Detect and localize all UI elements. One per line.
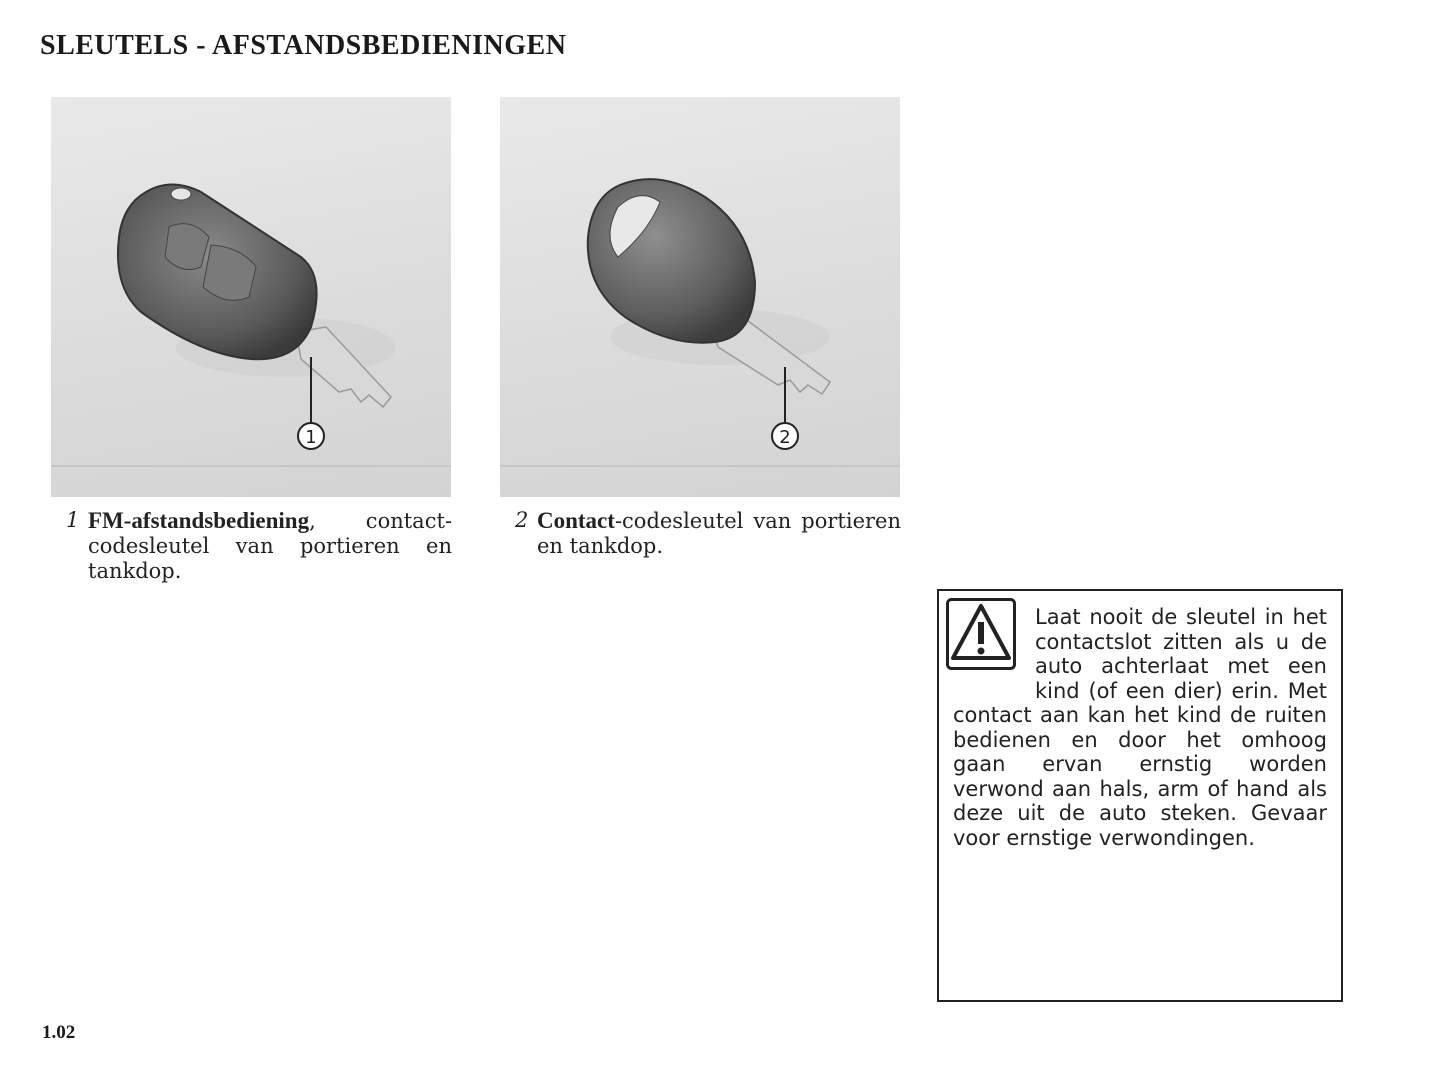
warning-message: Laat nooit de sleutel in het contactslot zitten als u de auto achterlaat met een kind (of een dier) erin. Met contact aan kan het kind de ruiten bedienen en door het omhoog gaan ervan ernstig worden verwond aan hals, arm of hand als deze uit de auto steken. Gevaar voor ernstige verwondingen.	[953, 605, 1327, 850]
fm-remote-key-illustration	[51, 97, 451, 497]
contact-key-illustration	[500, 97, 900, 497]
warning-text	[953, 605, 1327, 850]
page-number: 1.02	[42, 1022, 76, 1043]
caption-number: 2	[515, 508, 529, 532]
callout-1: 1	[305, 427, 317, 448]
photo-fm-remote-key	[51, 97, 451, 497]
caption-term: Contact	[537, 508, 615, 533]
caption-text: -codesleutel van portieren en tankdop.	[537, 509, 901, 558]
page-title: SLEUTELS - AFSTANDSBEDIENINGEN	[40, 30, 567, 61]
photo-contact-key	[500, 97, 900, 497]
callout-2: 2	[779, 427, 791, 448]
caption-term: FM-afstandsbediening	[88, 508, 310, 533]
caption-contact-key	[515, 508, 901, 559]
warning-box	[937, 589, 1343, 1002]
caption-fm-remote	[66, 508, 452, 584]
caption-number: 1	[66, 508, 80, 532]
caption-text: , contact-codesleutel van portieren en tankdop.	[88, 509, 452, 583]
